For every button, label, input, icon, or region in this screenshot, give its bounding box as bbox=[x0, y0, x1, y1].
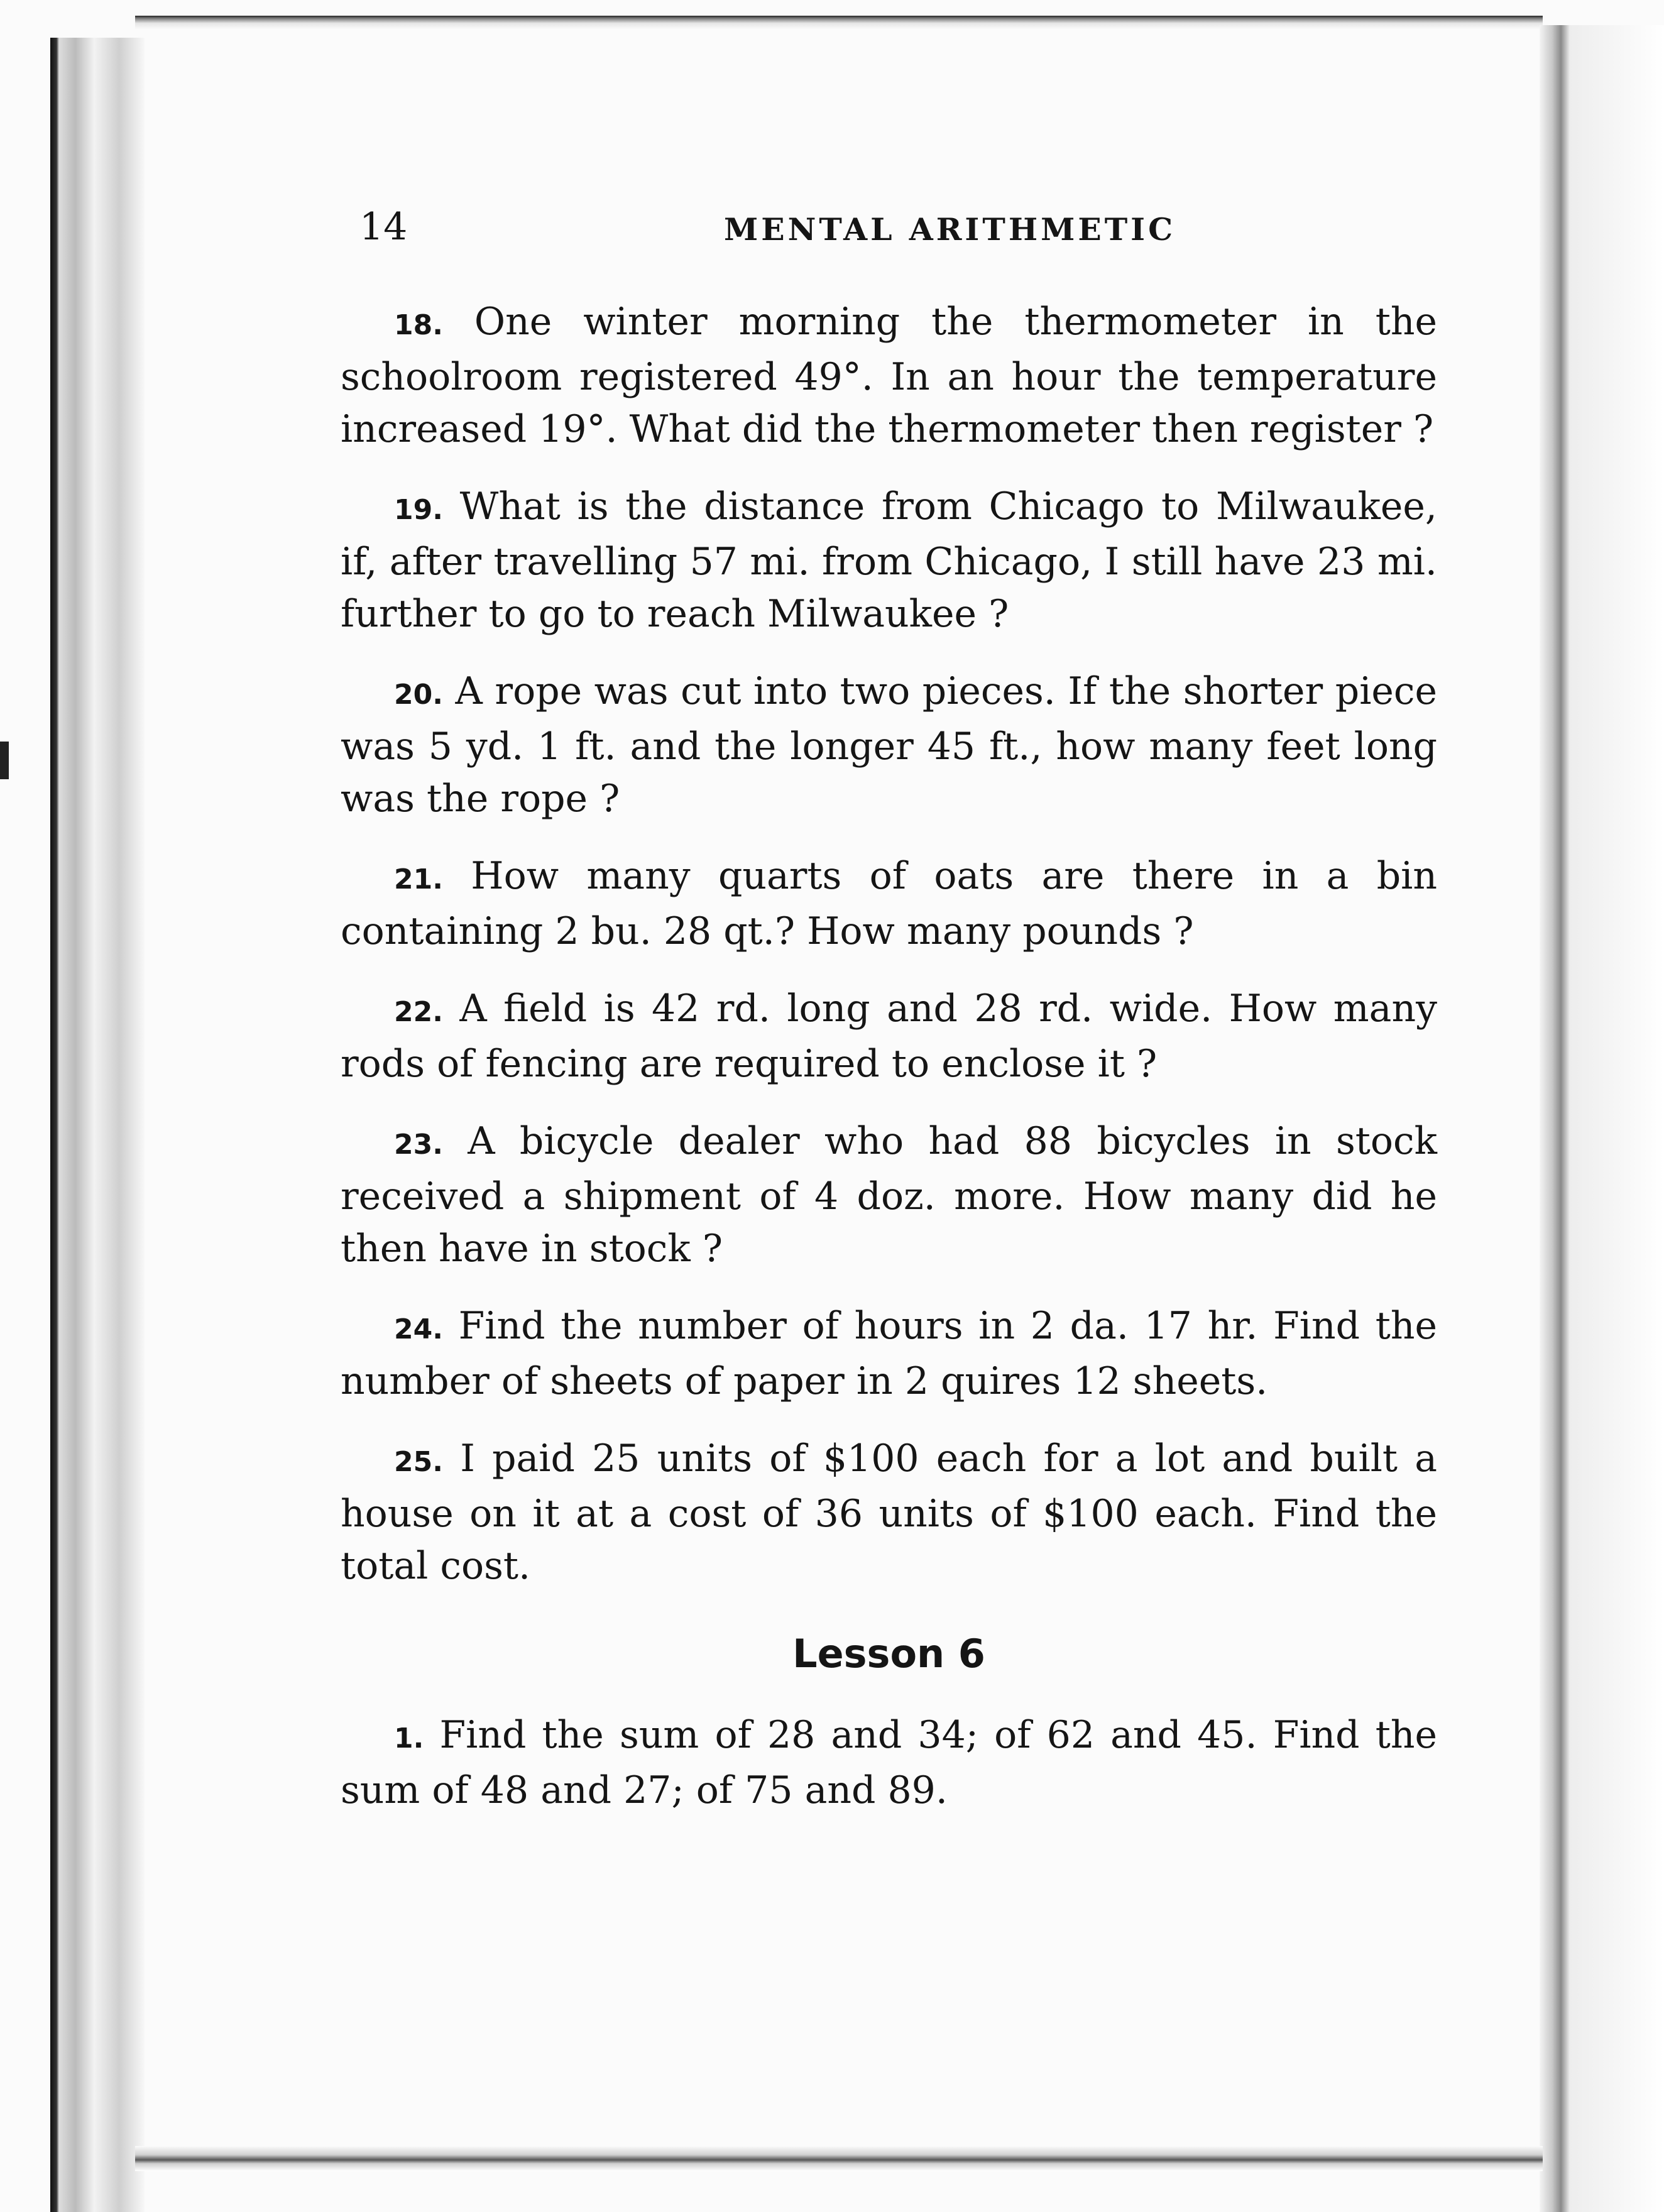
problem-number: 19. bbox=[394, 494, 443, 526]
problem-23 bbox=[341, 1115, 1437, 1275]
page-content bbox=[341, 296, 1437, 1842]
running-title: MENTAL ARITHMETIC bbox=[724, 211, 1176, 248]
page-number: 14 bbox=[359, 205, 408, 249]
page-top-edge bbox=[135, 16, 1543, 30]
problem-text: A field is 42 rd. long and 28 rd. wide. How many rods of fencing are required to enclose it ? bbox=[341, 987, 1437, 1086]
problem-text: How many quarts of oats are there in a bin containing 2 bu. 28 qt.? How many pounds ? bbox=[341, 854, 1437, 953]
problem-number: 22. bbox=[394, 996, 443, 1028]
problem-22 bbox=[341, 983, 1437, 1090]
problem-number: 18. bbox=[394, 309, 443, 341]
problem-text: One winter morning the thermometer in the schoolroom registered 49°. In an hour the temperature increased 19°. What did the thermometer then register ? bbox=[341, 300, 1437, 451]
lesson-heading: Lesson 6 bbox=[792, 1631, 985, 1677]
problem-number: 21. bbox=[394, 863, 443, 895]
problem-24 bbox=[341, 1300, 1437, 1408]
problem-19 bbox=[341, 481, 1437, 640]
problem-text: Find the sum of 28 and 34; of 62 and 45. Find the sum of 48 and 27; of 75 and 89. bbox=[341, 1713, 1437, 1812]
scan-margin-mark bbox=[0, 742, 9, 779]
problem-18 bbox=[341, 296, 1437, 456]
problem-text: I paid 25 units of $100 each for a lot and built a house on it at a cost of 36 units of $100 each. Find the total cost. bbox=[341, 1437, 1437, 1588]
lesson-problem-1 bbox=[341, 1709, 1437, 1817]
problem-number: 1. bbox=[394, 1722, 424, 1755]
problem-text: A bicycle dealer who had 88 bicycles in stock received a shipment of 4 doz. more. How many did he then have in stock ? bbox=[341, 1119, 1437, 1271]
page-bottom-edge bbox=[135, 2146, 1543, 2171]
running-head bbox=[359, 205, 1359, 249]
problem-text: Find the number of hours in 2 da. 17 hr. Find the number of sheets of paper in 2 quires 12 sheets. bbox=[341, 1304, 1437, 1403]
book-binding-left-edge bbox=[50, 38, 145, 2212]
page-right-edge bbox=[1540, 25, 1664, 2212]
page bbox=[145, 30, 1540, 2145]
problem-21 bbox=[341, 850, 1437, 958]
problem-text: A rope was cut into two pieces. If the shorter piece was 5 yd. 1 ft. and the longer 45 ft., how many feet long was the rope ? bbox=[341, 669, 1438, 821]
problem-number: 25. bbox=[394, 1446, 443, 1478]
problem-number: 20. bbox=[394, 679, 443, 711]
problem-25 bbox=[341, 1433, 1437, 1592]
problem-20 bbox=[341, 665, 1437, 825]
problem-text: What is the distance from Chicago to Milwaukee, if, after travelling 57 mi. from Chicago, I still have 23 mi. further to go to reach Milwaukee ? bbox=[341, 485, 1437, 636]
problem-number: 24. bbox=[394, 1313, 443, 1345]
problem-number: 23. bbox=[394, 1129, 443, 1161]
